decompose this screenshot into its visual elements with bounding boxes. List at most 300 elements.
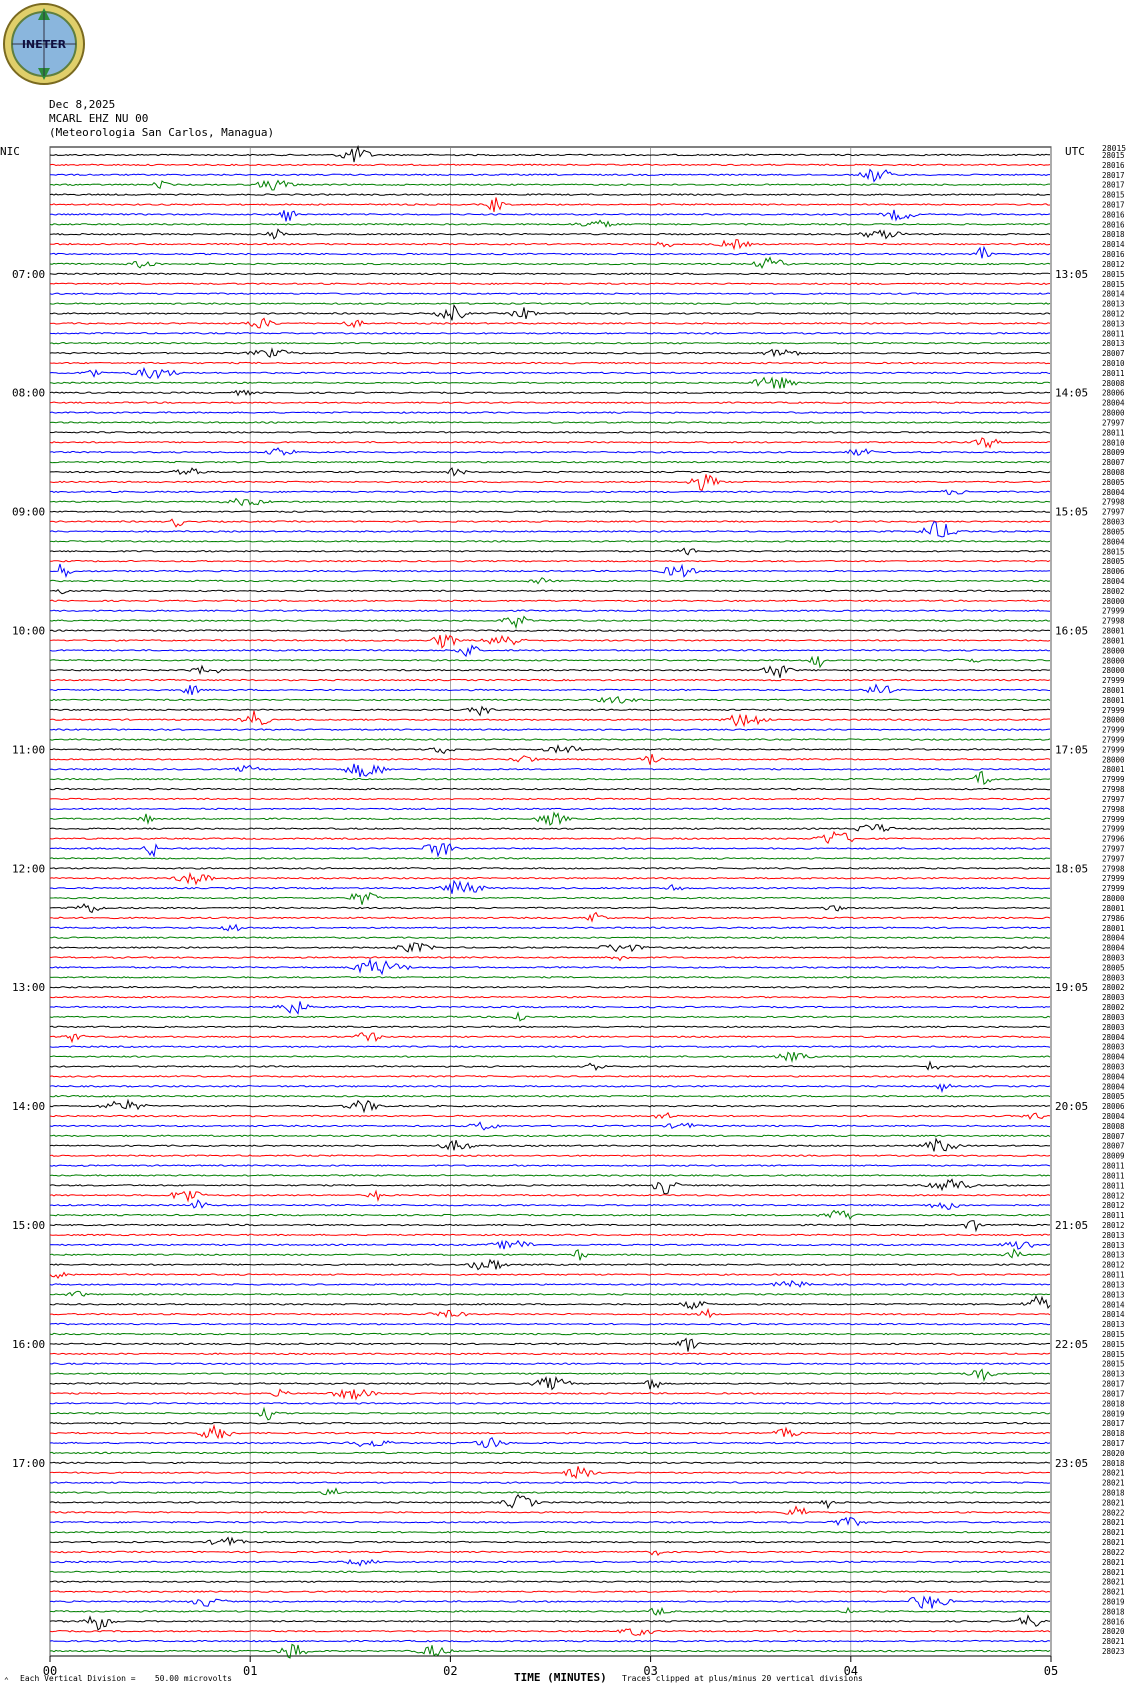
seismic-trace [50, 1062, 1050, 1070]
right-hour-label: 20:05 [1055, 1100, 1089, 1114]
seismic-trace [50, 610, 1050, 611]
seismic-trace [50, 258, 1050, 268]
trace-offset-label: 28007 [1102, 1141, 1125, 1151]
seismic-trace [50, 1013, 1050, 1021]
trace-offset-label: 28003 [1102, 973, 1125, 983]
trace-offset-label: 28021 [1102, 1478, 1125, 1488]
seismic-trace [50, 1096, 1050, 1097]
seismic-trace [50, 1221, 1050, 1231]
seismic-trace [50, 1466, 1050, 1478]
trace-offset-label: 28003 [1102, 1012, 1125, 1022]
scale-marker-icon: ⌃ [4, 1676, 9, 1685]
seismic-trace [50, 499, 1050, 506]
seismic-trace [50, 1507, 1050, 1515]
seismic-trace [50, 368, 1050, 378]
seismic-trace [50, 390, 1050, 395]
trace-offset-label: 28000 [1102, 596, 1125, 606]
trace-offset-label: 27997 [1102, 844, 1125, 854]
trace-offset-label: 28000 [1102, 646, 1125, 656]
seismic-trace [50, 377, 1050, 388]
seismic-trace [50, 666, 1050, 678]
seismic-trace [50, 170, 1050, 182]
seismic-trace [50, 1310, 1050, 1318]
x-tick-label: 04 [843, 1664, 859, 1678]
seismic-trace [50, 1423, 1050, 1424]
seismic-trace [50, 1122, 1050, 1130]
seismic-trace [50, 1291, 1050, 1296]
trace-offset-label: 28005 [1102, 477, 1125, 487]
right-hour-label: 14:05 [1055, 386, 1089, 400]
left-hour-label: 07:00 [12, 267, 46, 281]
seismic-trace [50, 1426, 1050, 1438]
left-hour-label: 08:00 [12, 386, 46, 400]
trace-offset-label: 28004 [1102, 1112, 1125, 1121]
seismic-trace [50, 1333, 1050, 1334]
trace-offset-label: 28011 [1102, 428, 1125, 438]
seismic-trace [50, 1571, 1050, 1572]
seismic-trace [50, 448, 1050, 455]
right-hour-label: 17:05 [1055, 743, 1089, 757]
trace-offset-label: 28011 [1102, 1161, 1125, 1171]
trace-offset-label: 28006 [1102, 567, 1125, 577]
trace-offset-label: 28001 [1102, 626, 1125, 636]
trace-offset-label: 27997 [1102, 418, 1125, 428]
seismic-trace [50, 305, 1050, 320]
left-hour-label: 09:00 [12, 505, 46, 519]
trace-offset-label: 27998 [1102, 616, 1125, 626]
seismic-trace [50, 754, 1050, 765]
trace-offset-label: 28015 [1102, 190, 1125, 200]
seismic-trace [50, 1518, 1050, 1526]
clip-note: Traces clipped at plus/minus 20 vertical divisions [622, 1674, 863, 1683]
seismic-trace [50, 1241, 1050, 1249]
trace-offset-label: 28010 [1102, 359, 1125, 368]
seismic-trace [50, 1234, 1050, 1235]
seismic-trace [50, 578, 1050, 584]
seismic-trace [50, 541, 1050, 542]
trace-offset-label: 28013 [1102, 1250, 1125, 1260]
trace-offset-label: 27999 [1102, 874, 1125, 884]
right-hour-label: 21:05 [1055, 1219, 1089, 1232]
seismic-trace [50, 874, 1050, 884]
trace-offset-label: 28012 [1102, 1201, 1125, 1211]
seismic-trace [50, 468, 1050, 476]
left-hour-label: 14:00 [12, 1100, 46, 1114]
trace-offset-label: 27999 [1102, 705, 1125, 715]
trace-offset-label: 28014 [1102, 1310, 1125, 1320]
trace-offset-label: 27999 [1102, 676, 1125, 686]
trace-offset-label: 28004 [1102, 1052, 1125, 1062]
trace-offset-label: 28021 [1102, 1637, 1125, 1647]
trace-offset-label: 28003 [1102, 517, 1125, 527]
trace-offset-label: 28013 [1102, 299, 1125, 309]
seismic-trace [50, 600, 1050, 601]
trace-offset-label: 28021 [1102, 1587, 1125, 1597]
trace-offset-label: 27999 [1102, 824, 1125, 834]
left-hour-label: 13:00 [12, 981, 46, 995]
seismic-trace [50, 1139, 1050, 1152]
trace-offset-label: 28018 [1102, 230, 1125, 240]
seismic-trace [50, 1260, 1050, 1270]
trace-offset-label: 28019 [1102, 1597, 1125, 1607]
seismic-trace [50, 349, 1050, 357]
seismic-trace [50, 1353, 1050, 1354]
trace-offset-label: 28006 [1102, 388, 1125, 398]
trace-offset-label: 28017 [1102, 1439, 1125, 1448]
seismic-trace [50, 198, 1050, 212]
trace-offset-label: 27996 [1102, 834, 1125, 844]
trace-offset-label: 28012 [1102, 1260, 1125, 1270]
trace-offset-label: 27999 [1102, 814, 1125, 824]
trace-offset-label: 28018 [1102, 1607, 1125, 1617]
seismic-trace [50, 1191, 1050, 1201]
seismic-trace [50, 474, 1050, 490]
seismic-trace [50, 220, 1050, 226]
trace-offset-label: 28001 [1102, 923, 1125, 933]
trace-offset-label: 28011 [1102, 368, 1125, 378]
seismic-trace [50, 422, 1050, 423]
seismic-trace [50, 1323, 1050, 1324]
right-hour-label: 23:05 [1055, 1456, 1089, 1470]
seismic-trace [50, 511, 1050, 512]
seismic-trace [50, 402, 1050, 403]
trace-offset-label: 28017 [1102, 1379, 1125, 1389]
seismic-trace [50, 438, 1050, 447]
right-hour-label: 22:05 [1055, 1337, 1089, 1351]
trace-offset-label: 28000 [1102, 666, 1125, 676]
trace-offset-label: 27999 [1102, 745, 1125, 755]
trace-offset-label: 28012 [1102, 1221, 1125, 1230]
x-tick-label: 00 [42, 1664, 58, 1678]
trace-offset-label: 28000 [1102, 755, 1125, 765]
trace-offset-label: 28000 [1102, 715, 1125, 725]
trace-offset-label: 27997 [1102, 795, 1125, 804]
seismic-trace [50, 1403, 1050, 1404]
trace-offset-label: 28006 [1102, 1102, 1125, 1112]
seismic-trace [50, 194, 1050, 195]
trace-offset-label: 28018 [1102, 1429, 1125, 1439]
seismic-trace [50, 333, 1050, 334]
trace-offset-label: 27998 [1102, 804, 1125, 814]
seismic-trace [50, 925, 1050, 931]
trace-offset-label: 28012 [1102, 259, 1125, 269]
trace-offset-label: 28009 [1102, 448, 1125, 458]
left-timezone-label: NIC [0, 145, 20, 158]
trace-offset-label: 28017 [1102, 180, 1125, 190]
trace-offset-label: 28007 [1102, 1131, 1125, 1141]
trace-offset-label: 28021 [1102, 1577, 1125, 1587]
seismic-trace [50, 697, 1050, 703]
trace-offset-label: 28022 [1102, 1548, 1125, 1557]
seismic-trace [50, 283, 1050, 284]
seismic-trace [50, 1482, 1050, 1483]
right-hour-label: 13:05 [1055, 267, 1089, 281]
seismic-trace [50, 1616, 1050, 1630]
trace-offset-label: 28001 [1102, 695, 1125, 705]
seismic-trace [50, 181, 1050, 190]
seismic-trace [50, 1538, 1050, 1545]
logo-text: INETER [21, 38, 67, 51]
seismic-trace [50, 461, 1050, 462]
trace-offset-label: 28008 [1102, 378, 1125, 388]
seismic-trace [50, 960, 1050, 974]
station-label: MCARL EHZ NU 00 [49, 112, 149, 125]
seismic-trace [50, 746, 1050, 754]
seismic-trace [50, 881, 1050, 894]
seismic-trace [50, 343, 1050, 344]
seismic-trace [50, 656, 1050, 667]
trace-offset-label: 27998 [1102, 497, 1125, 507]
seismic-trace [50, 522, 1050, 537]
trace-offset-label: 28013 [1102, 339, 1125, 349]
trace-offset-label: 28001 [1102, 686, 1125, 695]
location-label: (Meteorologia San Carlos, Managua) [49, 126, 275, 139]
seismic-trace [50, 490, 1050, 495]
seismic-trace [50, 788, 1050, 789]
seismic-trace [50, 1389, 1050, 1399]
trace-offset-label: 27997 [1102, 854, 1125, 864]
left-hour-label: 10:00 [12, 624, 46, 638]
seismic-trace [50, 937, 1050, 938]
seismic-trace [50, 739, 1050, 740]
trace-offset-label: 28016 [1102, 210, 1125, 220]
trace-offset-label: 28002 [1102, 983, 1125, 993]
trace-offset-label: 27999 [1102, 775, 1125, 785]
seismic-trace [50, 519, 1050, 527]
trace-offset-label: 28021 [1102, 1557, 1125, 1567]
trace-offset-label: 28005 [1102, 963, 1125, 973]
seismic-trace [50, 635, 1050, 648]
trace-offset-label: 28003 [1102, 993, 1125, 1003]
seismic-trace [50, 1200, 1050, 1209]
seismic-trace [50, 1489, 1050, 1495]
seismic-trace [50, 1026, 1050, 1027]
trace-offset-label: 28015 [1102, 1330, 1125, 1339]
trace-offset-label: 28002 [1102, 1003, 1125, 1012]
trace-offset-label: 28004 [1102, 1072, 1125, 1082]
seismic-trace [50, 646, 1050, 657]
seismic-trace [50, 318, 1050, 327]
trace-offset-label: 28004 [1102, 1082, 1125, 1092]
seismic-trace [50, 729, 1050, 730]
trace-offset-label: 28010 [1102, 438, 1125, 448]
seismic-trace [50, 1155, 1050, 1156]
seismic-trace [50, 987, 1050, 988]
trace-offset-label: 28012 [1102, 1191, 1125, 1201]
seismic-trace [50, 1551, 1050, 1555]
trace-offset-label: 28000 [1102, 656, 1125, 666]
seismic-trace [50, 1409, 1050, 1420]
seismic-trace [50, 1532, 1050, 1533]
seismic-trace [50, 273, 1050, 274]
seismic-trace [50, 1046, 1050, 1047]
x-axis-label: TIME (MINUTES) [514, 1671, 607, 1684]
seismic-trace [50, 1211, 1050, 1219]
trace-offset-label: 27999 [1102, 725, 1125, 735]
trace-offset-label: 28000 [1102, 894, 1125, 903]
trace-offset-label: 28019 [1102, 1409, 1125, 1419]
seismic-trace [50, 561, 1050, 562]
trace-offset-label: 28016 [1102, 160, 1125, 170]
seismic-trace [50, 1033, 1050, 1042]
seismic-trace [50, 913, 1050, 922]
seismic-trace [50, 858, 1050, 859]
trace-offset-label: 28008 [1102, 1121, 1125, 1131]
right-hour-label: 19:05 [1055, 981, 1089, 995]
seismic-trace [50, 1438, 1050, 1448]
trace-offset-label: 28014 [1102, 1300, 1125, 1310]
trace-offset-label: 28015 [1102, 279, 1125, 289]
seismic-trace [50, 1113, 1050, 1119]
seismic-trace [50, 956, 1050, 960]
trace-offset-label: 28016 [1102, 1617, 1125, 1627]
seismic-trace [50, 630, 1050, 631]
trace-offset-label: 28023 [1102, 1647, 1125, 1656]
trace-offset-label: 28007 [1102, 349, 1125, 359]
trace-offset-label: 28020 [1102, 1627, 1125, 1637]
seismic-trace [50, 1100, 1050, 1111]
seismic-trace [50, 210, 1050, 222]
trace-offset-label: 28005 [1102, 1092, 1125, 1102]
seismic-trace [50, 868, 1050, 869]
seismic-trace [50, 247, 1050, 258]
seismic-trace [50, 1001, 1050, 1013]
trace-offset-label: 27998 [1102, 864, 1125, 874]
seismic-trace [50, 685, 1050, 695]
trace-offset-label: 28017 [1102, 1389, 1125, 1399]
trace-offset-label: 28015 [1102, 269, 1125, 279]
scale-note: Each Vertical Division = 50.00 microvolts [20, 1674, 232, 1683]
seismic-trace [50, 590, 1050, 594]
x-tick-label: 01 [242, 1664, 258, 1678]
seismic-trace [50, 1378, 1050, 1390]
trace-offset-label: 28021 [1102, 1538, 1125, 1548]
trace-offset-label: 28022 [1102, 1508, 1125, 1518]
seismic-trace [50, 1084, 1050, 1091]
trace-offset-label: 28016 [1102, 250, 1125, 259]
seismic-trace [50, 904, 1050, 912]
trace-offset-label: 28018 [1102, 1488, 1125, 1498]
seismic-trace [50, 303, 1050, 304]
trace-offset-label: 28004 [1102, 487, 1125, 497]
trace-offset-label: 28011 [1102, 1181, 1125, 1191]
trace-offset-label: 28017 [1102, 170, 1125, 180]
left-hour-label: 11:00 [12, 743, 46, 757]
seismic-trace [50, 147, 1050, 162]
seismic-trace [50, 1296, 1050, 1309]
seismic-trace [50, 1560, 1050, 1566]
trace-offset-label: 27997 [1102, 507, 1125, 517]
trace-offset-label: 28013 [1102, 319, 1125, 329]
trace-offset-label: 28013 [1102, 1240, 1125, 1250]
x-tick-label: 05 [1043, 1664, 1059, 1678]
trace-offset-label: 28003 [1102, 953, 1125, 963]
trace-offset-label: 28011 [1102, 1171, 1125, 1181]
trace-offset-label: 28004 [1102, 577, 1125, 586]
trace-offset-label: 28001 [1102, 765, 1125, 775]
seismic-trace [50, 764, 1050, 777]
left-hour-label: 15:00 [12, 1219, 46, 1232]
right-hour-label: 16:05 [1055, 624, 1089, 638]
seismic-trace [50, 943, 1050, 952]
seismic-trace [50, 1462, 1050, 1463]
trace-offset-label: 28011 [1102, 1270, 1125, 1280]
trace-offset-label: 28018 [1102, 1458, 1125, 1468]
seismic-trace [50, 564, 1050, 577]
seismic-trace [50, 1495, 1050, 1508]
seismic-trace [50, 1629, 1050, 1636]
x-tick-label: 03 [643, 1664, 658, 1678]
seismic-trace [50, 1076, 1050, 1077]
trace-offset-label: 28008 [1102, 468, 1125, 477]
trace-offset-label: 28013 [1102, 1290, 1125, 1300]
seismic-trace [50, 362, 1050, 363]
seismic-trace [50, 1597, 1050, 1609]
trace-offset-label: 28004 [1102, 933, 1125, 943]
seismic-trace [50, 164, 1050, 165]
trace-offset-label: 28011 [1102, 329, 1125, 339]
trace-offset-label: 28016 [1102, 220, 1125, 230]
trace-offset-label: 28021 [1102, 1567, 1125, 1577]
seismic-trace [50, 1052, 1050, 1061]
trace-offset-label: 28021 [1102, 1528, 1125, 1538]
trace-offset-label: 28015 [1102, 1349, 1125, 1359]
trace-offset-label: 28013 [1102, 1280, 1125, 1290]
left-hour-label: 16:00 [12, 1337, 46, 1351]
trace-offset-label: 28009 [1102, 1151, 1125, 1161]
seismic-trace [50, 1281, 1050, 1287]
seismic-trace [50, 813, 1050, 825]
trace-offset-label: 28013 [1102, 1230, 1125, 1240]
trace-offset-label: 27999 [1102, 735, 1125, 745]
trace-offset-label: 28014 [1102, 240, 1125, 250]
trace-offset-label: 28001 [1102, 904, 1125, 913]
seismic-trace [50, 1249, 1050, 1260]
trace-offset-label: 28021 [1102, 1498, 1125, 1508]
trace-offset-label: 27986 [1102, 913, 1125, 923]
seismic-trace [50, 1608, 1050, 1615]
seismic-trace [50, 293, 1050, 294]
trace-offset-label: 28017 [1102, 200, 1125, 210]
seismic-trace [50, 808, 1050, 809]
seismic-trace [50, 548, 1050, 554]
trace-offset-label: 28004 [1102, 398, 1125, 408]
trace-offset-label: 28005 [1102, 527, 1125, 537]
right-hour-label: 15:05 [1055, 505, 1089, 519]
trace-offset-label: 28004 [1102, 537, 1125, 547]
seismic-trace [50, 617, 1050, 628]
trace-offset-label: 28015 [1102, 1339, 1125, 1349]
top-right-offset-label: 28015 [1102, 144, 1127, 153]
seismic-trace [50, 240, 1050, 249]
trace-offset-label: 28015 [1102, 151, 1125, 160]
left-hour-label: 12:00 [12, 862, 46, 876]
trace-offset-label: 28002 [1102, 586, 1125, 596]
trace-offset-label: 28017 [1102, 1419, 1125, 1429]
seismic-trace [50, 1179, 1050, 1194]
seismic-trace [50, 1581, 1050, 1582]
seismic-trace [50, 1591, 1050, 1592]
trace-offset-label: 28014 [1102, 289, 1125, 299]
seismic-trace [50, 1273, 1050, 1279]
seismic-trace [50, 679, 1050, 680]
trace-offset-label: 28001 [1102, 636, 1125, 646]
seismic-trace [50, 844, 1050, 856]
seismic-trace [50, 1339, 1050, 1352]
trace-offset-label: 28007 [1102, 458, 1125, 468]
seismic-trace [50, 1175, 1050, 1176]
seismic-trace [50, 1165, 1050, 1166]
